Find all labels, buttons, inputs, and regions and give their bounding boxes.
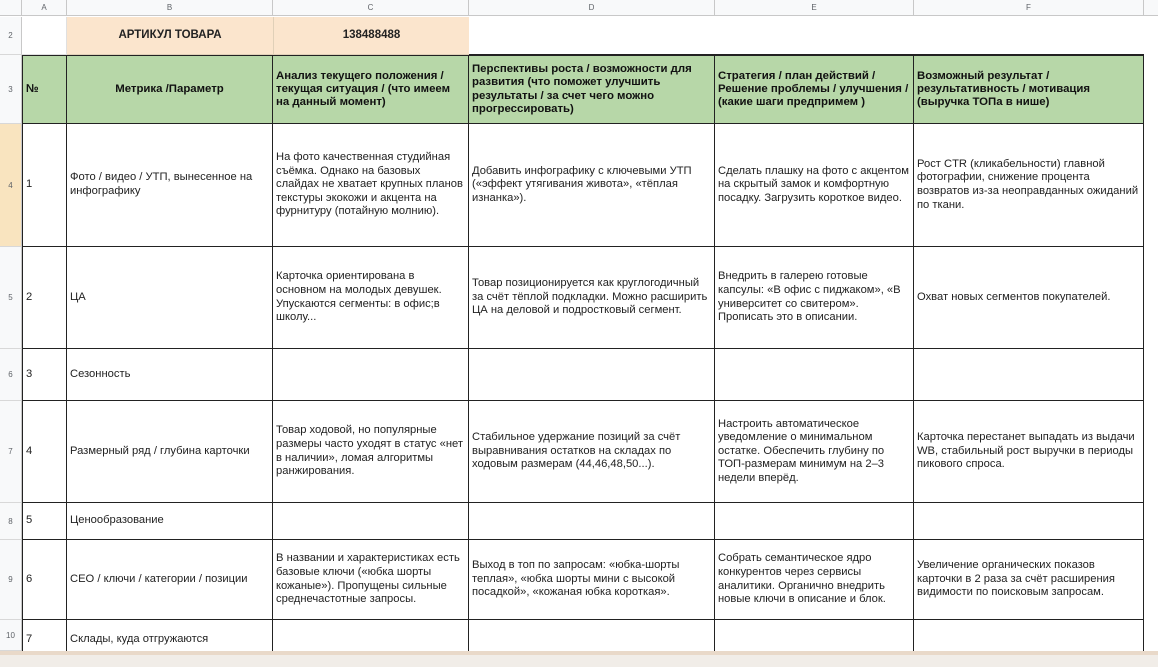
column-header-f[interactable]: F [914,0,1144,16]
cell-row4-strategy[interactable]: Настроить автоматическое уведомление о минимальном остатке. Обеспечить глубину по ТОП-размерам минимум на 2–3 недели вперёд. [715,401,914,503]
cell-row3-metric[interactable]: Сезонность [67,349,273,401]
sheet-bottom-bar [0,651,1158,667]
cell-row5-metric[interactable]: Ценообразование [67,503,273,540]
header-current[interactable]: Анализ текущего положения / текущая ситуация / (что имеем на данный момент) [273,55,469,124]
cell-row3-result[interactable] [914,349,1144,401]
cell-row4-result[interactable]: Карточка перестанет выпадать из выдачи WB, стабильный рост выручки в периоды пикового спроса. [914,401,1144,503]
cell-row2-strategy[interactable]: Внедрить в галерею готовые капсулы: «В офис с пиджаком», «В университет со свитером». Прописать это в описании. [715,247,914,349]
cell-row1-num[interactable]: 1 [22,124,67,247]
cell-row5-strategy[interactable] [715,503,914,540]
cell-a2[interactable] [22,17,67,55]
cell-row1-current[interactable]: На фото качественная студийная съёмка. Однако на базовых слайдах не хватает крупных планов текстуры экокожи и акцента на фурнитуру (потайную молнию). [273,124,469,247]
column-header-a[interactable]: A [22,0,67,16]
header-num[interactable]: № [22,55,67,124]
row-header-3[interactable]: 3 [0,55,22,124]
cell-row2-metric[interactable]: ЦА [67,247,273,349]
cell-row1-strategy[interactable]: Сделать плашку на фото с акцентом на скрытый замок и комфортную посадку. Загрузить короткое видео. [715,124,914,247]
article-label-cell[interactable]: АРТИКУЛ ТОВАРА [67,17,273,55]
header-result[interactable]: Возможный результат / результативность / мотивация (выручка ТОПа в нише) [914,55,1144,124]
cell-row7-metric[interactable]: Склады, куда отгружаются [67,620,273,660]
cell-row2-current[interactable]: Карточка ориентирована в основном на молодых девушек. Упускаются сегменты: в офис;в школу... [273,247,469,349]
column-header-b[interactable]: B [67,0,273,16]
column-header-d[interactable]: D [469,0,715,16]
empty-row-2[interactable] [469,17,1144,55]
article-value-cell[interactable]: 138488488 [273,17,469,55]
cell-row4-metric[interactable]: Размерный ряд / глубина карточки [67,401,273,503]
column-header-e[interactable]: E [715,0,914,16]
cell-row2-growth[interactable]: Товар позиционируется как круглогодичный за счёт тёплой подкладки. Можно расширить ЦА на деловой и подростковый сегмент. [469,247,715,349]
row-header-9[interactable]: 9 [0,540,22,620]
cell-row5-current[interactable] [273,503,469,540]
cell-row5-result[interactable] [914,503,1144,540]
row-header-4[interactable]: 4 [0,124,22,247]
cell-row4-num[interactable]: 4 [22,401,67,503]
cell-row3-growth[interactable] [469,349,715,401]
header-strategy[interactable]: Стратегия / план действий / Решение проблемы / улучшения / (какие шаги предпримем ) [715,55,914,124]
cell-row1-metric[interactable]: Фото / видео / УТП, вынесенное на инфографику [67,124,273,247]
row-header-2[interactable]: 2 [0,17,22,55]
cell-row4-growth[interactable]: Стабильное удержание позиций за счёт выравнивания остатков на складах по ходовым размерам (44,46,48,50...). [469,401,715,503]
header-growth[interactable]: Перспективы роста / возможности для развития (что поможет улучшить результаты / за счет чего можно прогрессировать) [469,55,715,124]
row-header-7[interactable]: 7 [0,401,22,503]
cell-row6-num[interactable]: 6 [22,540,67,620]
row-header-10[interactable]: 10 [0,620,22,651]
column-header-c[interactable]: C [273,0,469,16]
row-header-5[interactable]: 5 [0,247,22,349]
cell-row5-growth[interactable] [469,503,715,540]
cell-row6-result[interactable]: Увеличение органических показов карточки в 2 раза за счёт расширения видимости по поисковым запросам. [914,540,1144,620]
cell-row2-num[interactable]: 2 [22,247,67,349]
cell-row4-current[interactable]: Товар ходовой, но популярные размеры часто уходят в статус «нет в наличии», ломая алгоритмы ранжирования. [273,401,469,503]
cell-row6-growth[interactable]: Выход в топ по запросам: «юбка-шорты теплая», «юбка шорты мини с высокой посадкой», «кожаная юбка короткая». [469,540,715,620]
row-header-8[interactable]: 8 [0,503,22,540]
cell-row3-strategy[interactable] [715,349,914,401]
cell-row7-num[interactable]: 7 [22,620,67,660]
cell-row5-num[interactable]: 5 [22,503,67,540]
cell-row1-result[interactable]: Рост CTR (кликабельности) главной фотографии, снижение процента возвратов из-за неоправданных ожиданий по ткани. [914,124,1144,247]
cell-row3-num[interactable]: 3 [22,349,67,401]
header-metric[interactable]: Метрика /Параметр [67,55,273,124]
cell-row2-result[interactable]: Охват новых сегментов покупателей. [914,247,1144,349]
cell-row6-strategy[interactable]: Собрать семантическое ядро конкурентов через сервисы аналитики. Органично внедрить новые ключи в описание и блок. [715,540,914,620]
cell-row6-metric[interactable]: СЕО / ключи / категории / позиции [67,540,273,620]
row-header-6[interactable]: 6 [0,349,22,401]
column-header-row [0,0,1158,17]
cell-row1-growth[interactable]: Добавить инфографику с ключевыми УТП («эффект утягивания живота», «тёплая изнанка»). [469,124,715,247]
select-all-corner[interactable] [0,0,22,16]
column-header-overflow [1144,0,1158,16]
cell-row6-current[interactable]: В названии и характеристиках есть базовые ключи («юбка шорты кожаные»). Пропущены сильные среднечастотные запросы. [273,540,469,620]
cell-row3-current[interactable] [273,349,469,401]
